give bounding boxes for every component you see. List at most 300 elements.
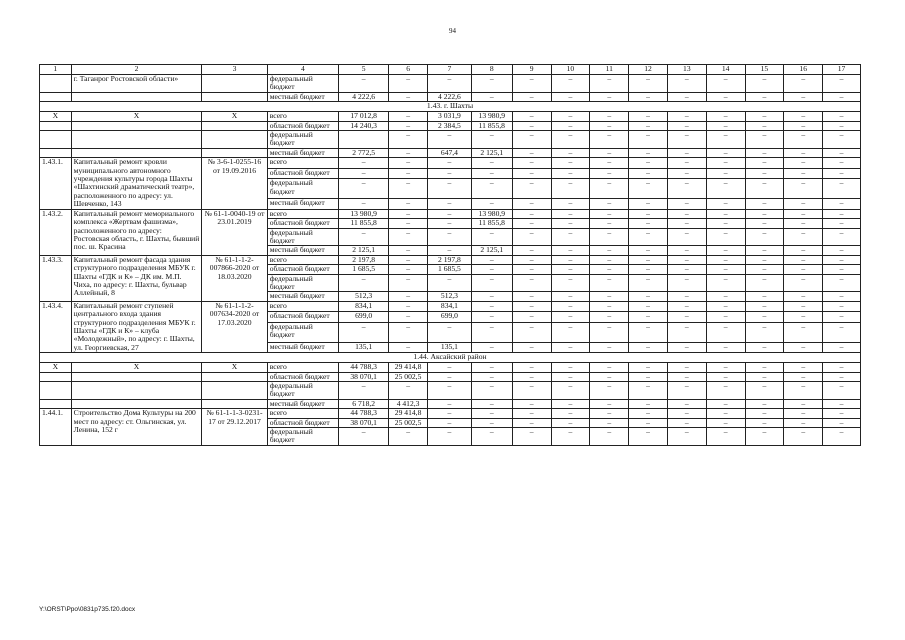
- amount-cell: –: [427, 228, 471, 246]
- amount-cell: –: [745, 292, 784, 301]
- amount-cell: –: [339, 428, 389, 446]
- amount-cell: –: [823, 265, 861, 274]
- amount-cell: –: [784, 148, 823, 157]
- amount-cell: –: [590, 409, 629, 418]
- amount-cell: –: [551, 255, 590, 264]
- amount-cell: –: [667, 75, 706, 93]
- amount-cell: –: [590, 428, 629, 446]
- amount-cell: –: [471, 301, 512, 312]
- funding-source: областной бюджет: [267, 372, 338, 381]
- amount-cell: –: [389, 209, 428, 218]
- amount-cell: –: [706, 418, 745, 427]
- amount-cell: –: [823, 301, 861, 312]
- document-ref: [202, 92, 267, 101]
- amount-cell: –: [590, 418, 629, 427]
- funding-source: федеральный бюджет: [267, 131, 338, 149]
- amount-cell: –: [339, 274, 389, 292]
- amount-cell: 4 222,6: [427, 92, 471, 101]
- amount-cell: –: [551, 179, 590, 199]
- table-row: [40, 409, 861, 418]
- amount-cell: –: [667, 363, 706, 372]
- amount-cell: –: [823, 342, 861, 353]
- amount-cell: –: [427, 209, 471, 218]
- amount-cell: –: [823, 199, 861, 210]
- funding-source: федеральный бюджет: [267, 322, 338, 342]
- amount-cell: –: [551, 312, 590, 323]
- amount-cell: 38 070,1: [339, 372, 389, 381]
- amount-cell: –: [590, 219, 629, 228]
- amount-cell: –: [629, 168, 668, 179]
- amount-cell: –: [512, 121, 551, 130]
- amount-cell: –: [427, 131, 471, 149]
- amount-cell: –: [667, 246, 706, 255]
- amount-cell: –: [427, 399, 471, 408]
- amount-cell: –: [551, 199, 590, 210]
- amount-cell: –: [823, 274, 861, 292]
- document-ref: X: [202, 112, 267, 121]
- amount-cell: –: [389, 322, 428, 342]
- funding-source: областной бюджет: [267, 312, 338, 323]
- amount-cell: –: [471, 199, 512, 210]
- amount-cell: –: [389, 75, 428, 93]
- amount-cell: –: [512, 409, 551, 418]
- document-ref: № 3-6-1-0255-16 от 19.09.2016: [202, 158, 267, 209]
- amount-cell: –: [471, 382, 512, 400]
- column-header-8: 8: [471, 65, 512, 75]
- amount-cell: –: [389, 246, 428, 255]
- amount-cell: –: [823, 246, 861, 255]
- amount-cell: –: [551, 246, 590, 255]
- amount-cell: –: [512, 265, 551, 274]
- funding-source: федеральный бюджет: [267, 382, 338, 400]
- amount-cell: –: [427, 322, 471, 342]
- amount-cell: –: [427, 428, 471, 446]
- amount-cell: –: [512, 322, 551, 342]
- amount-cell: –: [551, 92, 590, 101]
- amount-cell: –: [590, 292, 629, 301]
- amount-cell: –: [629, 409, 668, 418]
- amount-cell: 4 412,3: [389, 399, 428, 408]
- amount-cell: –: [389, 92, 428, 101]
- amount-cell: –: [745, 255, 784, 264]
- amount-cell: –: [512, 246, 551, 255]
- amount-cell: 834,1: [339, 301, 389, 312]
- amount-cell: –: [823, 372, 861, 381]
- document-ref: [202, 372, 267, 381]
- amount-cell: –: [590, 121, 629, 130]
- amount-cell: –: [427, 246, 471, 255]
- amount-cell: –: [784, 382, 823, 400]
- amount-cell: –: [745, 409, 784, 418]
- amount-cell: –: [745, 179, 784, 199]
- amount-cell: –: [471, 131, 512, 149]
- amount-cell: –: [706, 363, 745, 372]
- amount-cell: –: [339, 75, 389, 93]
- amount-cell: 29 414,8: [389, 363, 428, 372]
- amount-cell: –: [745, 168, 784, 179]
- amount-cell: –: [551, 382, 590, 400]
- amount-cell: 699,0: [427, 312, 471, 323]
- amount-cell: –: [512, 301, 551, 312]
- funding-source: областной бюджет: [267, 265, 338, 274]
- amount-cell: –: [667, 382, 706, 400]
- column-header-11: 11: [590, 65, 629, 75]
- amount-cell: –: [823, 179, 861, 199]
- amount-cell: –: [667, 301, 706, 312]
- amount-cell: –: [706, 342, 745, 353]
- amount-cell: –: [823, 209, 861, 218]
- amount-cell: 13 980,9: [471, 112, 512, 121]
- amount-cell: –: [389, 158, 428, 169]
- amount-cell: –: [629, 312, 668, 323]
- amount-cell: –: [551, 418, 590, 427]
- amount-cell: –: [784, 292, 823, 301]
- amount-cell: –: [471, 255, 512, 264]
- amount-cell: –: [784, 274, 823, 292]
- column-header-4: 4: [267, 65, 338, 75]
- amount-cell: –: [590, 301, 629, 312]
- amount-cell: –: [745, 131, 784, 149]
- amount-cell: –: [629, 158, 668, 169]
- amount-cell: –: [471, 322, 512, 342]
- document-ref: № 61-1-1-2-007866-2020 от 18.03.2020: [202, 255, 267, 301]
- amount-cell: –: [512, 75, 551, 93]
- amount-cell: –: [823, 75, 861, 93]
- amount-cell: –: [551, 342, 590, 353]
- amount-cell: –: [471, 265, 512, 274]
- amount-cell: –: [706, 372, 745, 381]
- funding-source: всего: [267, 301, 338, 312]
- amount-cell: –: [706, 428, 745, 446]
- document-ref: [202, 75, 267, 93]
- item-name: X: [71, 363, 202, 372]
- amount-cell: –: [784, 75, 823, 93]
- item-number: [40, 92, 72, 101]
- amount-cell: –: [512, 342, 551, 353]
- amount-cell: –: [823, 255, 861, 264]
- amount-cell: –: [512, 274, 551, 292]
- amount-cell: –: [339, 168, 389, 179]
- amount-cell: –: [427, 75, 471, 93]
- amount-cell: –: [667, 148, 706, 157]
- amount-cell: –: [745, 92, 784, 101]
- amount-cell: –: [667, 92, 706, 101]
- amount-cell: –: [745, 148, 784, 157]
- amount-cell: –: [512, 219, 551, 228]
- amount-cell: –: [706, 246, 745, 255]
- amount-cell: –: [784, 228, 823, 246]
- document-ref: № 61-1-1-2-007634-2020 от 17.03.2020: [202, 301, 267, 352]
- amount-cell: 1 685,5: [427, 265, 471, 274]
- amount-cell: –: [784, 342, 823, 353]
- amount-cell: –: [706, 168, 745, 179]
- amount-cell: –: [667, 158, 706, 169]
- column-header-15: 15: [745, 65, 784, 75]
- section-row: [40, 353, 861, 363]
- column-header-10: 10: [551, 65, 590, 75]
- amount-cell: 11 855,8: [339, 219, 389, 228]
- amount-cell: –: [590, 265, 629, 274]
- amount-cell: –: [512, 148, 551, 157]
- amount-cell: –: [389, 131, 428, 149]
- amount-cell: 4 222,6: [339, 92, 389, 101]
- amount-cell: –: [629, 112, 668, 121]
- amount-cell: –: [706, 312, 745, 323]
- amount-cell: –: [629, 301, 668, 312]
- amount-cell: –: [471, 168, 512, 179]
- item-number: X: [40, 363, 72, 372]
- amount-cell: –: [784, 158, 823, 169]
- amount-cell: –: [784, 131, 823, 149]
- amount-cell: –: [389, 112, 428, 121]
- amount-cell: –: [512, 399, 551, 408]
- amount-cell: –: [667, 409, 706, 418]
- amount-cell: –: [471, 75, 512, 93]
- amount-cell: –: [427, 274, 471, 292]
- amount-cell: –: [706, 75, 745, 93]
- amount-cell: –: [389, 342, 428, 353]
- amount-cell: –: [784, 199, 823, 210]
- amount-cell: –: [389, 255, 428, 264]
- amount-cell: –: [706, 209, 745, 218]
- page-number: 94: [449, 27, 456, 35]
- amount-cell: –: [389, 148, 428, 157]
- amount-cell: –: [629, 179, 668, 199]
- amount-cell: –: [427, 168, 471, 179]
- amount-cell: –: [512, 418, 551, 427]
- amount-cell: –: [706, 112, 745, 121]
- amount-cell: –: [667, 342, 706, 353]
- amount-cell: –: [389, 292, 428, 301]
- amount-cell: –: [629, 131, 668, 149]
- amount-cell: –: [339, 179, 389, 199]
- amount-cell: –: [512, 363, 551, 372]
- amount-cell: –: [667, 312, 706, 323]
- amount-cell: 512,3: [339, 292, 389, 301]
- amount-cell: 512,3: [427, 292, 471, 301]
- amount-cell: –: [551, 158, 590, 169]
- table-row: [40, 112, 861, 121]
- amount-cell: –: [667, 292, 706, 301]
- amount-cell: –: [784, 246, 823, 255]
- amount-cell: –: [667, 274, 706, 292]
- amount-cell: –: [784, 372, 823, 381]
- amount-cell: –: [590, 131, 629, 149]
- amount-cell: –: [590, 255, 629, 264]
- table-row: [40, 301, 861, 312]
- budget-table: [39, 64, 861, 446]
- section-title: 1.44. Аксайский район: [40, 353, 861, 363]
- amount-cell: 6 718,2: [339, 399, 389, 408]
- amount-cell: –: [784, 363, 823, 372]
- funding-source: федеральный бюджет: [267, 428, 338, 446]
- item-number: 1.43.3.: [40, 255, 72, 301]
- amount-cell: –: [427, 418, 471, 427]
- amount-cell: –: [706, 92, 745, 101]
- amount-cell: 44 788,3: [339, 363, 389, 372]
- amount-cell: –: [629, 292, 668, 301]
- amount-cell: –: [512, 292, 551, 301]
- column-header-14: 14: [706, 65, 745, 75]
- amount-cell: –: [706, 219, 745, 228]
- amount-cell: –: [823, 112, 861, 121]
- amount-cell: –: [629, 382, 668, 400]
- item-number: 1.43.4.: [40, 301, 72, 352]
- amount-cell: 3 031,9: [427, 112, 471, 121]
- amount-cell: –: [629, 219, 668, 228]
- funding-source: областной бюджет: [267, 121, 338, 130]
- amount-cell: –: [339, 158, 389, 169]
- amount-cell: –: [629, 372, 668, 381]
- document-ref: № 61-1-1-3-0231-17 от 29.12.2017: [202, 409, 267, 446]
- amount-cell: –: [512, 92, 551, 101]
- amount-cell: –: [667, 428, 706, 446]
- amount-cell: –: [590, 168, 629, 179]
- amount-cell: –: [745, 274, 784, 292]
- amount-cell: –: [629, 228, 668, 246]
- amount-cell: –: [427, 158, 471, 169]
- item-name: Капитальный ремонт мемориального комплекса «Жертвам фашизма», расположенного по адресу: Ростовская область, г. Шахты, бывший пос. ш. Красина: [71, 209, 202, 255]
- amount-cell: –: [629, 322, 668, 342]
- amount-cell: –: [512, 209, 551, 218]
- amount-cell: –: [551, 265, 590, 274]
- amount-cell: –: [784, 399, 823, 408]
- amount-cell: –: [512, 131, 551, 149]
- amount-cell: –: [745, 312, 784, 323]
- amount-cell: –: [745, 301, 784, 312]
- amount-cell: –: [629, 418, 668, 427]
- amount-cell: 699,0: [339, 312, 389, 323]
- amount-cell: –: [389, 312, 428, 323]
- item-name: Капитальный ремонт фасада здания структурного подразделения МБУК г. Шахты «ГДК и К» – ДК им. М.П. Чиха, по адресу: г. Шахты, бульвар Аллейный, 8: [71, 255, 202, 301]
- column-header-16: 16: [784, 65, 823, 75]
- amount-cell: –: [629, 148, 668, 157]
- item-name: [71, 372, 202, 381]
- amount-cell: –: [745, 228, 784, 246]
- amount-cell: –: [784, 301, 823, 312]
- column-header-5: 5: [339, 65, 389, 75]
- amount-cell: –: [706, 301, 745, 312]
- amount-cell: –: [823, 418, 861, 427]
- amount-cell: –: [745, 372, 784, 381]
- amount-cell: –: [590, 372, 629, 381]
- amount-cell: –: [745, 428, 784, 446]
- amount-cell: –: [784, 418, 823, 427]
- amount-cell: 2 197,8: [339, 255, 389, 264]
- amount-cell: –: [706, 199, 745, 210]
- amount-cell: –: [427, 179, 471, 199]
- amount-cell: –: [667, 219, 706, 228]
- table-row: [40, 131, 861, 149]
- amount-cell: –: [823, 363, 861, 372]
- table-row: [40, 382, 861, 400]
- amount-cell: –: [590, 209, 629, 218]
- amount-cell: –: [667, 131, 706, 149]
- amount-cell: –: [745, 418, 784, 427]
- amount-cell: –: [745, 158, 784, 169]
- amount-cell: –: [784, 322, 823, 342]
- amount-cell: –: [512, 312, 551, 323]
- amount-cell: –: [471, 179, 512, 199]
- amount-cell: –: [590, 399, 629, 408]
- amount-cell: 2 125,1: [471, 246, 512, 255]
- amount-cell: –: [745, 75, 784, 93]
- amount-cell: –: [706, 228, 745, 246]
- amount-cell: –: [512, 168, 551, 179]
- funding-source: федеральный бюджет: [267, 274, 338, 292]
- amount-cell: –: [427, 219, 471, 228]
- amount-cell: –: [667, 121, 706, 130]
- amount-cell: –: [667, 112, 706, 121]
- amount-cell: –: [667, 228, 706, 246]
- amount-cell: –: [667, 265, 706, 274]
- amount-cell: –: [590, 382, 629, 400]
- amount-cell: –: [590, 363, 629, 372]
- amount-cell: –: [551, 363, 590, 372]
- amount-cell: –: [590, 246, 629, 255]
- amount-cell: –: [629, 274, 668, 292]
- amount-cell: 17 012,8: [339, 112, 389, 121]
- funding-source: местный бюджет: [267, 148, 338, 157]
- amount-cell: –: [471, 92, 512, 101]
- amount-cell: –: [512, 382, 551, 400]
- amount-cell: –: [427, 199, 471, 210]
- amount-cell: –: [667, 418, 706, 427]
- funding-source: федеральный бюджет: [267, 75, 338, 93]
- funding-source: местный бюджет: [267, 92, 338, 101]
- amount-cell: –: [512, 112, 551, 121]
- amount-cell: –: [551, 301, 590, 312]
- amount-cell: –: [471, 274, 512, 292]
- amount-cell: 2 125,1: [471, 148, 512, 157]
- amount-cell: –: [745, 399, 784, 408]
- amount-cell: –: [745, 382, 784, 400]
- amount-cell: –: [427, 409, 471, 418]
- amount-cell: –: [551, 428, 590, 446]
- amount-cell: –: [551, 131, 590, 149]
- amount-cell: –: [339, 382, 389, 400]
- amount-cell: –: [512, 179, 551, 199]
- column-header-12: 12: [629, 65, 668, 75]
- amount-cell: –: [745, 246, 784, 255]
- item-name: [71, 382, 202, 400]
- amount-cell: –: [629, 92, 668, 101]
- amount-cell: 11 855,8: [471, 121, 512, 130]
- amount-cell: –: [427, 382, 471, 400]
- funding-source: местный бюджет: [267, 342, 338, 353]
- item-name: г. Таганрог Ростовской области»: [71, 75, 202, 93]
- amount-cell: 1 685,5: [339, 265, 389, 274]
- document-ref: [202, 382, 267, 400]
- amount-cell: –: [471, 312, 512, 323]
- document-ref: № 61-1-0040-19 от 23.01.2019: [202, 209, 267, 255]
- item-number: X: [40, 112, 72, 121]
- amount-cell: –: [667, 209, 706, 218]
- amount-cell: –: [590, 92, 629, 101]
- amount-cell: –: [590, 179, 629, 199]
- amount-cell: –: [629, 399, 668, 408]
- amount-cell: –: [745, 363, 784, 372]
- file-path-footer: Y:\ORST\Ppo\0831p735.f20.docx: [39, 606, 136, 613]
- amount-cell: –: [590, 148, 629, 157]
- amount-cell: 25 002,5: [389, 372, 428, 381]
- amount-cell: –: [823, 168, 861, 179]
- amount-cell: –: [590, 342, 629, 353]
- amount-cell: –: [551, 148, 590, 157]
- amount-cell: –: [471, 409, 512, 418]
- amount-cell: –: [629, 342, 668, 353]
- amount-cell: –: [667, 322, 706, 342]
